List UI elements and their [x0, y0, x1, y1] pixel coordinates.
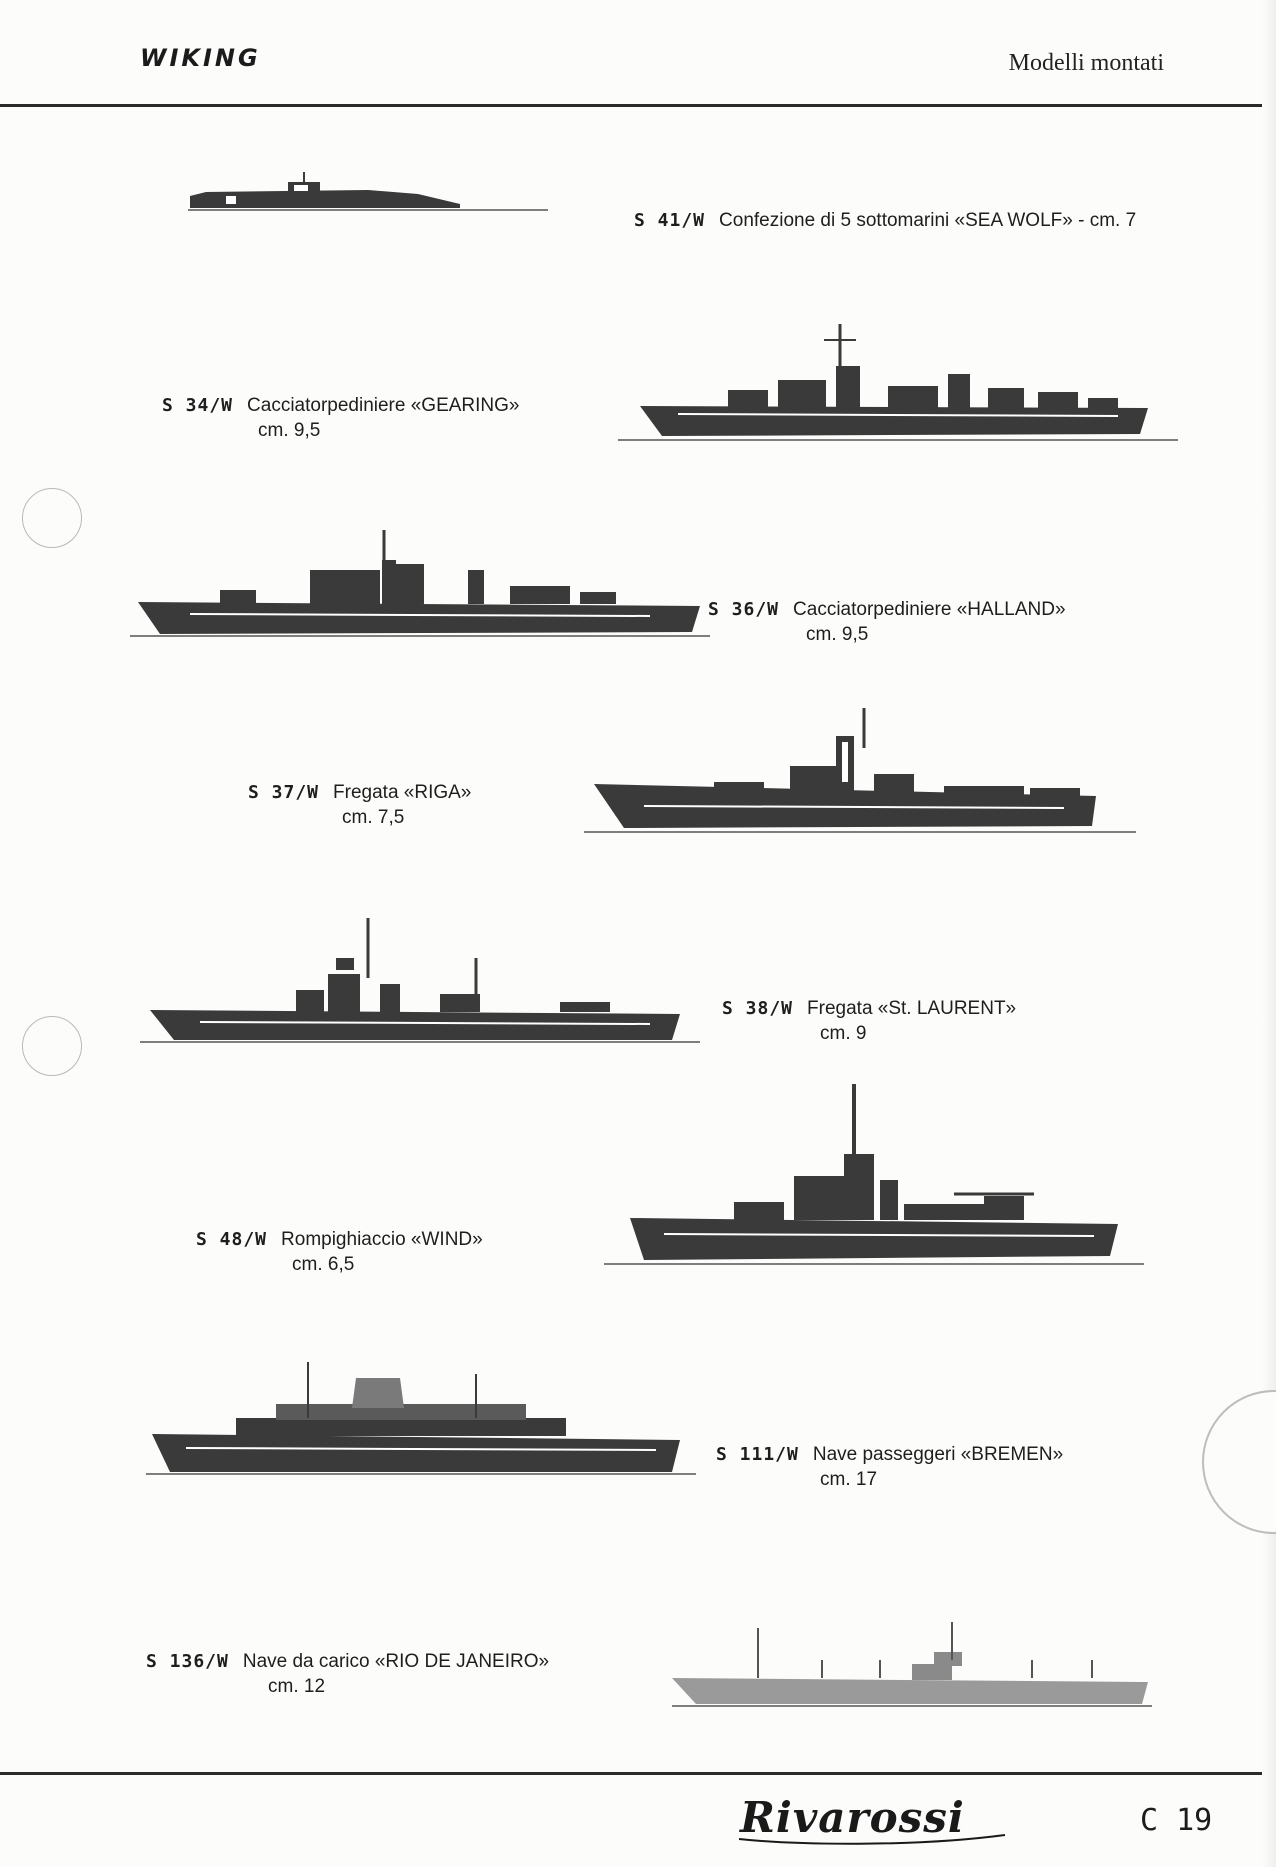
item-code: S 136/W — [146, 1651, 229, 1672]
item-size: cm. 9,5 — [806, 624, 869, 645]
entry-s48w — [196, 1227, 483, 1277]
ship-riga — [584, 708, 1136, 838]
item-name: Nave passeggeri «BREMEN» — [812, 1444, 1064, 1465]
destroyer-halland-illustration — [130, 530, 710, 640]
entry-s38w — [722, 996, 1016, 1046]
ship-st-laurent — [140, 918, 700, 1048]
liner-bremen-illustration — [146, 1352, 696, 1482]
item-size: cm. 6,5 — [292, 1254, 355, 1275]
frigate-riga-illustration — [584, 708, 1136, 838]
header-rule — [0, 104, 1262, 107]
entry-s136w — [146, 1649, 549, 1699]
item-name: Nave da carico «RIO DE JANEIRO» — [242, 1651, 550, 1672]
cargo-ship-illustration — [672, 1620, 1152, 1710]
item-code: S 38/W — [722, 998, 794, 1019]
item-name: Fregata «RIGA» — [333, 782, 472, 803]
binder-hole-bottom — [22, 1016, 82, 1076]
logo-swash-icon — [735, 1805, 1015, 1845]
item-name: Confezione di 5 sottomarini «SEA WOLF» - cm. 7 — [719, 210, 1137, 231]
item-code: S 111/W — [716, 1444, 799, 1465]
item-size: cm. 17 — [820, 1469, 878, 1490]
item-name: Fregata «St. LAURENT» — [807, 998, 1017, 1019]
page-notch — [1202, 1390, 1276, 1534]
item-name: Cacciatorpediniere «GEARING» — [247, 395, 520, 416]
ship-bremen — [146, 1352, 696, 1482]
rivarossi-logo: Rivarossi — [740, 1793, 965, 1842]
section-title: Modelli montati — [1008, 50, 1164, 76]
item-code: S 34/W — [162, 395, 234, 416]
item-code: S 36/W — [708, 599, 780, 620]
entry-s37w — [248, 780, 471, 830]
destroyer-gearing-illustration — [618, 318, 1178, 448]
item-size: cm. 9 — [820, 1023, 867, 1044]
brand-header: WIKING — [140, 44, 261, 72]
footer-rule — [0, 1772, 1262, 1775]
item-code: S 48/W — [196, 1229, 268, 1250]
binder-hole-top — [22, 488, 82, 548]
item-code: S 37/W — [248, 782, 320, 803]
item-name: Cacciatorpediniere «HALLAND» — [793, 599, 1066, 620]
entry-s36w — [708, 597, 1066, 647]
ship-sea-wolf — [188, 170, 548, 260]
item-name: Rompighiaccio «WIND» — [281, 1229, 483, 1250]
item-code: S 41/W — [634, 210, 706, 231]
entry-s111w — [716, 1442, 1063, 1492]
ship-gearing — [618, 318, 1178, 448]
entry-s41w — [634, 208, 1136, 233]
ship-rio-de-janeiro — [672, 1620, 1152, 1710]
item-size: cm. 9,5 — [258, 420, 321, 441]
page-edge — [1262, 0, 1276, 1867]
frigate-st-laurent-illustration — [140, 918, 700, 1048]
ship-wind — [604, 1084, 1144, 1274]
icebreaker-wind-illustration — [604, 1084, 1144, 1274]
ship-halland — [130, 530, 710, 640]
submarine-illustration — [188, 170, 548, 260]
page-number: C 19 — [1140, 1803, 1213, 1838]
item-size: cm. 7,5 — [342, 807, 405, 828]
entry-s34w — [162, 393, 520, 443]
item-size: cm. 12 — [268, 1676, 326, 1697]
